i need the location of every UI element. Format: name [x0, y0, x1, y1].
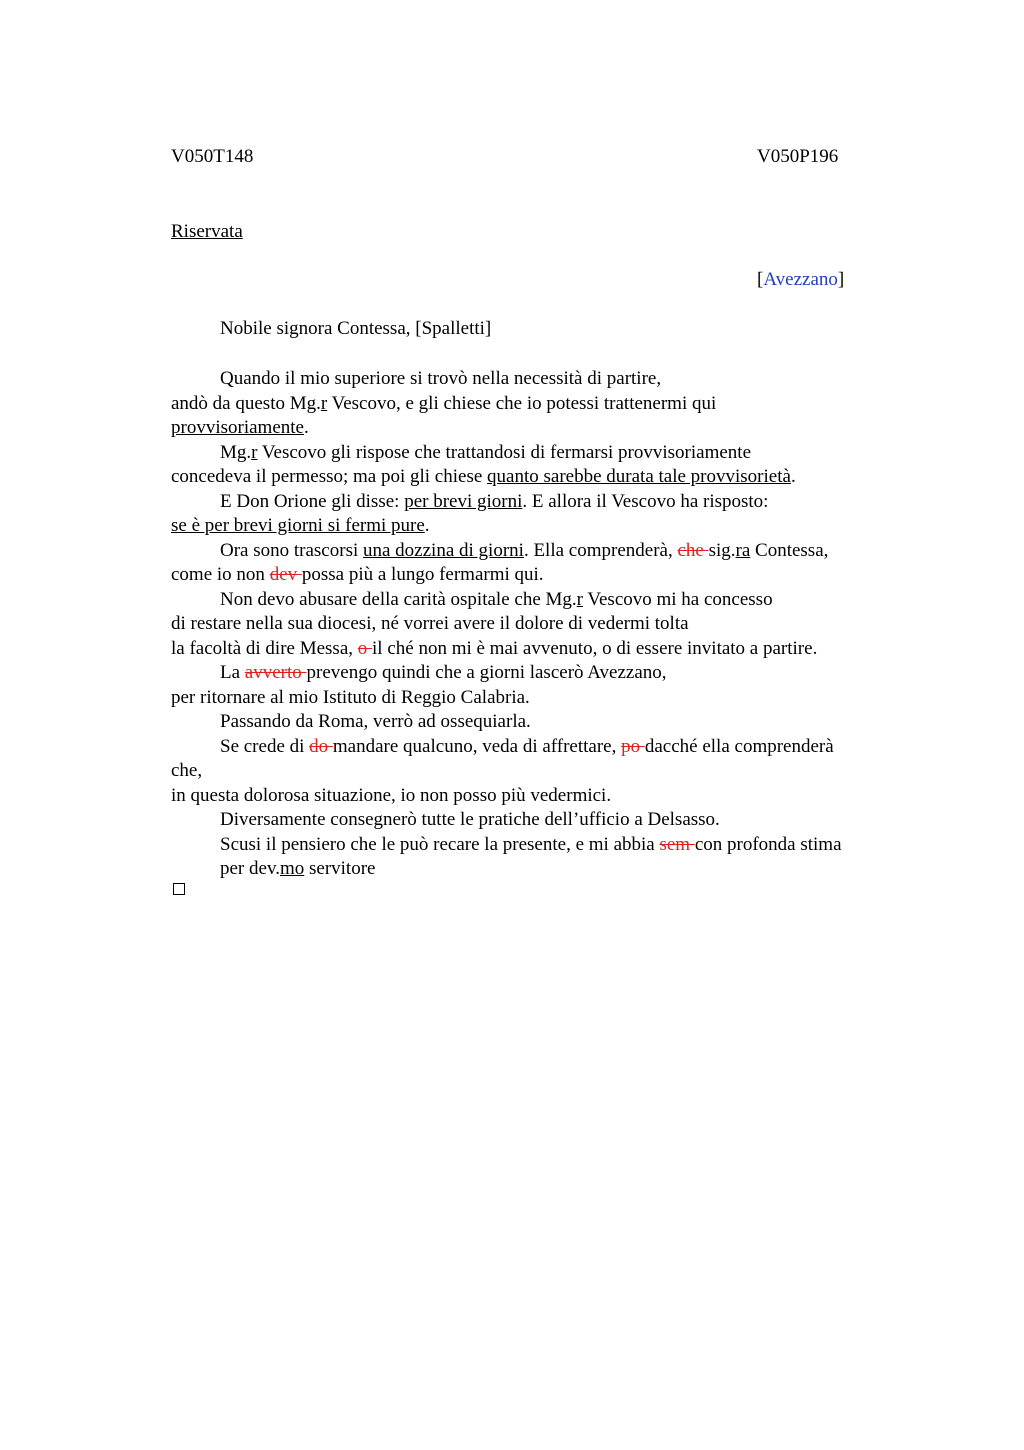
letter-line — [171, 490, 931, 515]
place-close-bracket: ] — [837, 269, 845, 290]
letter-line — [171, 784, 931, 809]
text-segment: La — [220, 662, 245, 683]
underlined-text: una dozzina di giorni — [363, 539, 524, 561]
deleted-text: do — [309, 735, 333, 757]
document-reference-right: V050P196 — [757, 146, 839, 167]
classification-label: Riservata — [171, 221, 243, 242]
underlined-text: provvisoriamente — [171, 417, 304, 438]
end-marker-box — [173, 883, 185, 895]
text-segment: E Don Orione gli disse: — [220, 490, 405, 512]
letter-line — [171, 808, 931, 833]
underlined-text: quanto sarebbe durata tale provvisorietà — [487, 466, 791, 487]
document-reference-left: V050T148 — [171, 146, 254, 167]
deleted-text: dev — [269, 564, 302, 585]
text-segment: Contessa, — [750, 539, 829, 561]
letter-line — [171, 563, 931, 588]
underlined-text: se è per brevi giorni si fermi pure — [171, 515, 425, 536]
letter-line — [171, 857, 931, 882]
text-segment: . E allora il Vescovo ha risposto: — [522, 490, 769, 512]
deleted-text: avverto — [244, 662, 307, 683]
letter-line — [171, 637, 931, 662]
text-segment: Quando il mio superiore si trovò nella necessità di partire, — [220, 368, 662, 389]
text-segment: il ché non mi è mai avvenuto, o di essere invitato a partire. — [372, 637, 818, 659]
text-segment: Diversamente consegnerò tutte le pratiche dell’ufficio a Delsasso. — [220, 809, 720, 830]
underlined-text: per brevi giorni — [404, 490, 523, 512]
text-segment: Passando da Roma, verrò ad ossequiarla. — [220, 711, 531, 732]
letter-line — [171, 735, 931, 760]
text-segment: Se crede di — [220, 735, 310, 757]
text-segment: . — [424, 515, 430, 536]
underlined-text: r — [320, 392, 328, 414]
underlined-text: ra — [735, 539, 751, 561]
text-segment: sig. — [708, 539, 736, 561]
letter-line — [171, 465, 931, 490]
text-segment: . — [790, 466, 796, 487]
deleted-text: sem — [659, 833, 695, 855]
letter-line — [171, 661, 931, 686]
deleted-text: po — [621, 735, 645, 757]
deleted-text: o — [357, 637, 373, 659]
text-segment: che, — [171, 760, 203, 781]
letter-line — [171, 833, 931, 858]
text-segment: servitore — [304, 858, 376, 879]
text-segment: . — [303, 417, 309, 438]
text-segment: Non devo abusare della carità ospitale che Mg. — [220, 588, 577, 610]
text-segment: dacché ella comprenderà — [644, 735, 834, 757]
text-segment: andò da questo Mg. — [171, 392, 321, 414]
text-segment: Vescovo mi ha concesso — [582, 588, 773, 610]
text-segment: come io non — [171, 564, 270, 585]
text-segment: mandare qualcuno, veda di affrettare, — [332, 735, 622, 757]
letter-line — [171, 686, 931, 711]
place-name: Avezzano — [763, 269, 838, 290]
letter-line — [171, 392, 931, 417]
text-segment: con profonda stima — [694, 833, 842, 855]
letter-body — [171, 367, 931, 882]
text-segment: Vescovo gli rispose che trattandosi di fermarsi provvisoriamente — [257, 441, 752, 463]
text-segment: per ritornare al mio Istituto di Reggio Calabria. — [171, 686, 530, 708]
underlined-text: r — [576, 588, 583, 610]
letter-line — [171, 710, 931, 735]
text-segment: possa più a lungo fermarmi qui. — [301, 564, 544, 585]
letter-line — [171, 441, 931, 466]
text-segment: Vescovo, e gli chiese che io potessi trattenermi qui — [327, 392, 717, 414]
deleted-text: che — [677, 539, 709, 561]
letter-line — [171, 367, 931, 392]
place-line — [757, 269, 844, 291]
underlined-text: mo — [279, 858, 305, 879]
letter-line — [171, 612, 931, 637]
text-segment: di restare nella sua diocesi, né vorrei avere il dolore di vedermi tolta — [171, 613, 689, 634]
text-segment: Scusi il pensiero che le può recare la presente, e mi abbia — [220, 833, 660, 855]
letter-line — [171, 759, 931, 784]
letter-line — [171, 588, 931, 613]
place-open-bracket: [ — [757, 269, 764, 290]
text-segment: la facoltà di dire Messa, — [171, 637, 358, 659]
underlined-text: r — [251, 441, 258, 463]
text-segment: in questa dolorosa situazione, io non posso più vedermici. — [171, 784, 612, 806]
letter-line — [171, 514, 931, 539]
text-segment: Mg. — [220, 441, 252, 463]
salutation: Nobile signora Contessa, [Spalletti] — [220, 318, 492, 339]
text-segment: concedeva il permesso; ma poi gli chiese — [171, 466, 488, 487]
text-segment: per dev. — [220, 858, 280, 879]
letter-line — [171, 416, 931, 441]
letter-line — [171, 539, 931, 564]
text-segment: . Ella comprenderà, — [523, 539, 678, 561]
text-segment: prevengo quindi che a giorni lascerò Avezzano, — [306, 662, 667, 683]
text-segment: Ora sono trascorsi — [220, 539, 363, 561]
